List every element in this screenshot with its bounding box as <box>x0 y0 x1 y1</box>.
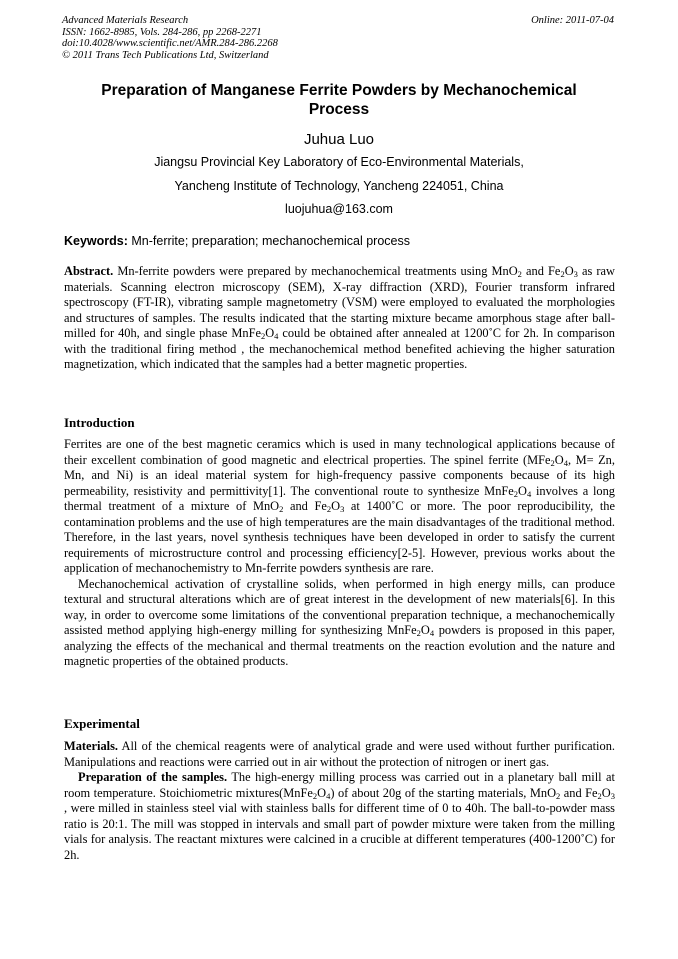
subscript: 4 <box>563 457 568 468</box>
prep-text: The high-energy milling process was carried out in a planetary ball mill at room temperature. Stoichiometric mixtures(MnFe <box>64 770 615 800</box>
keywords-label: Keywords: <box>64 234 128 248</box>
intro-text: Mechanochemical activation of crystalline solids, when performed in high energy mills, can produce textural and structural alterations which are of great interest in the development of new materials[6]. In this way, in order to overcome some limitations of the conventional preparation technique, a mechanochemically assisted method applying high-energy milling for synthesizing MnFe <box>64 576 615 637</box>
intro-text: O <box>420 623 430 637</box>
subscript: 2 <box>513 488 519 499</box>
subscript: 3 <box>610 790 615 801</box>
subscript: 2 <box>279 504 284 514</box>
subscript: 2 <box>260 331 266 341</box>
affiliation-line-1: Jiangsu Provincial Key Laboratory of Eco-Environmental Materials, <box>154 155 524 169</box>
abstract-paragraph <box>64 264 615 373</box>
subscript: 4 <box>429 628 435 638</box>
subscript: 4 <box>274 331 279 341</box>
affiliation-line-2: Yancheng Institute of Technology, Yancheng 224051, China <box>174 179 504 193</box>
intro-text: O <box>554 452 564 467</box>
copyright-line: © 2011 Trans Tech Publications Ltd, Switzerland <box>62 49 269 61</box>
materials-text: All of the chemical reagents were of analytical grade and were used without further purification. Manipulations and reactions were carried out in air without the protection of nitrogen or inert gas. <box>64 739 615 769</box>
intro-text: at 1400˚C or more. The poor reproducibility, the contamination problems and the use of high temperatures are the main disadvantages of the traditional method. Therefore, in the last years, novel synthesis techniques have been developed in order to satisfy the current requirements of microstructure control and processing efficiency[2-5]. However, previous works about the application of mechanochemistry to Mn-ferrite powders synthesis are rare. <box>64 499 615 575</box>
intro-text: O <box>331 499 341 513</box>
abstract-text: O <box>265 326 275 340</box>
subscript: 2 <box>550 457 555 468</box>
online-date: Online: 2011-07-04 <box>531 15 614 26</box>
introduction-paragraph-1 <box>64 437 615 577</box>
prep-text: ) of about 20g of the starting materials, MnO <box>330 785 557 800</box>
subscript: 2 <box>416 628 421 638</box>
abstract-text: O <box>564 264 574 278</box>
abstract-text: and Fe <box>521 264 561 278</box>
subscript: 3 <box>573 269 578 279</box>
doi-line: doi:10.4028/www.scientific.net/AMR.284-286.2268 <box>62 38 278 49</box>
subscript: 4 <box>526 488 532 499</box>
paper-title: Preparation of Manganese Ferrite Powders by Mechanochemical Process <box>101 82 577 118</box>
subscript: 2 <box>312 790 318 801</box>
intro-text: powders is proposed in this paper, analyzing the effects of the mechanical and thermal treatments on the reaction evolution and the nature and magnetic properties of the obtained products. <box>64 623 615 668</box>
introduction-paragraph-2 <box>64 577 615 670</box>
experimental-section <box>64 739 615 863</box>
author-name: Juhua Luo <box>303 131 375 148</box>
abstract-label: Abstract. <box>64 264 114 278</box>
subscript: 4 <box>326 790 331 801</box>
abstract-text: Mn-ferrite powders were prepared by mechanochemical treatments using MnO <box>113 264 518 278</box>
subscript: 2 <box>326 504 332 514</box>
prep-text: and Fe <box>560 785 598 800</box>
subscript: 3 <box>340 504 345 514</box>
materials-label: Materials. <box>64 739 119 753</box>
prep-text: O <box>317 785 327 800</box>
subscript: 2 <box>517 269 522 279</box>
prep-text: O <box>601 785 611 800</box>
subscript: 2 <box>556 790 561 801</box>
intro-text: and Fe <box>283 499 327 513</box>
journal-header <box>62 15 278 61</box>
subscript: 2 <box>597 790 602 801</box>
intro-text: Ferrites are one of the best magnetic ceramics which is used in many technological applications because of their excellent combination of good magnetic and electrical properties. The spinel ferrite (MFe <box>64 437 615 467</box>
prep-text: , were milled in stainless steel vial with stainless balls for different time of 0 to 40h. The ball-to-powder mass ratio is 20:1. The mill was stopped in intervals and small part of powder mixture were taken from the milling vials for analysis. The reactant mixtures were calcined in a crucible at different temperatures (400-1200˚C) for 2h. <box>64 801 615 862</box>
subscript: 2 <box>560 269 565 279</box>
introduction-heading: Introduction <box>64 415 135 430</box>
preparation-label: Preparation of the samples. <box>78 770 228 784</box>
experimental-heading: Experimental <box>64 716 140 731</box>
intro-text: involves a long thermal treatment of a mixture of MnO <box>64 483 615 513</box>
keywords-line <box>64 234 410 248</box>
journal-name: Advanced Materials Research <box>62 15 189 26</box>
abstract-text: could be obtained after annealed at 1200˚C for 2h. In comparison with the traditional firing method , the mechanochemical method benefited achieving the higher saturation magnetization, which indicated that the samples had a better magnetic properties. <box>64 326 615 371</box>
abstract-text: as raw materials. Scanning electron microscopy (SEM), X-ray diffraction (XRD), Fourier transform infrared spectroscopy (FT-IR), vibrating sample magnetometry (VSM) were employed to evaluated the morphologies and structures of samples. The results indicated that the starting mixture became amorphous stage after ball-milled for 40h, and single phase MnFe <box>64 264 616 340</box>
keywords-text: Mn-ferrite; preparation; mechanochemical process <box>127 234 410 248</box>
introduction-section <box>64 437 615 670</box>
preparation-paragraph <box>64 770 615 863</box>
author-email: luojuhua@163.com <box>285 202 393 216</box>
intro-text: , M= Zn, Mn, and Ni) is an ideal material system for high-frequency passive components because of its high permeability, resistivity and permittivity[1]. The conventional route to synthesize MnFe <box>64 452 615 498</box>
intro-text: O <box>518 483 527 498</box>
issn-line: ISSN: 1662-8985, Vols. 284-286, pp 2268-2271 <box>62 26 262 38</box>
materials-paragraph <box>64 739 615 770</box>
